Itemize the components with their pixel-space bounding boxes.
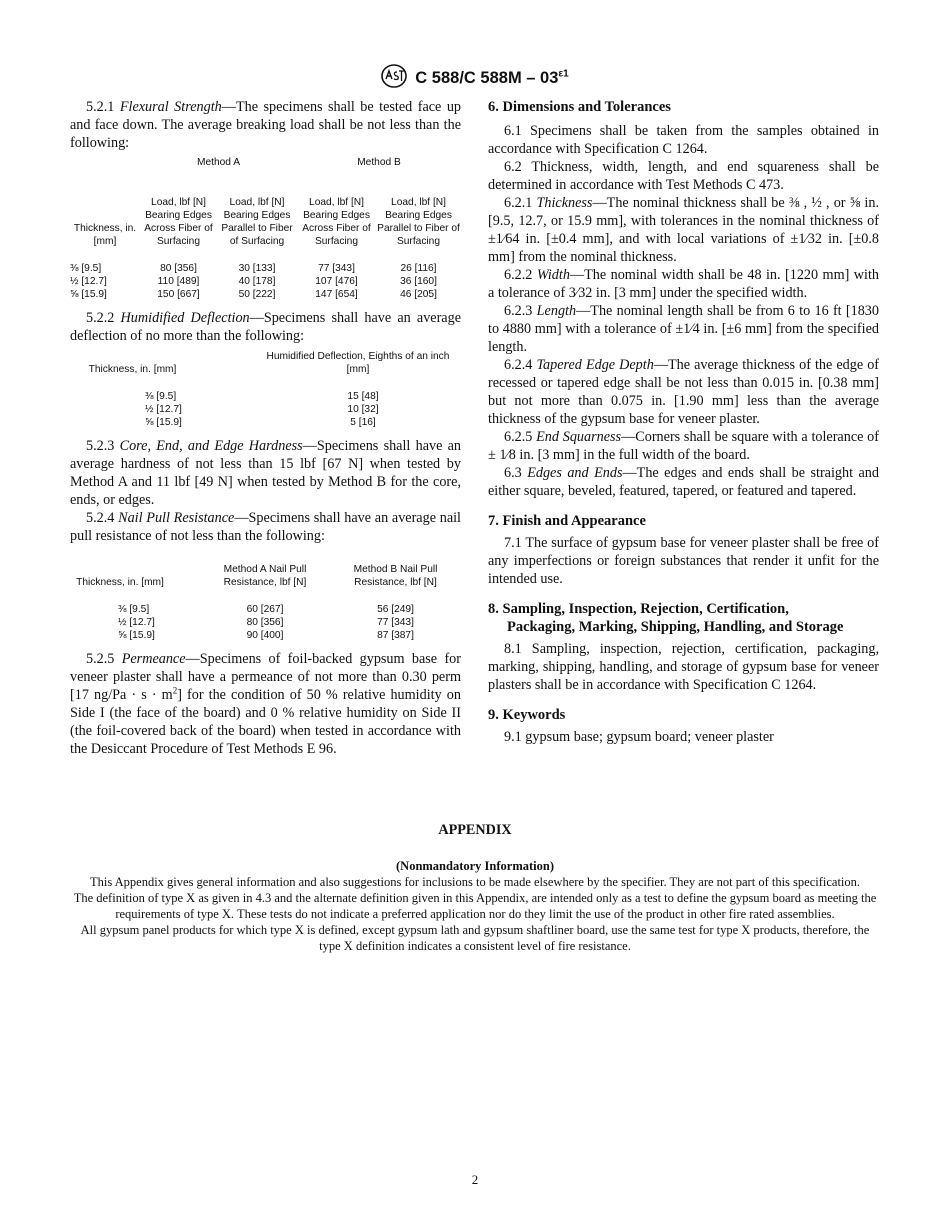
table-row: ½ [12.7] 110 [489] 40 [178] 107 [476] 36 [160] xyxy=(70,276,437,287)
column-header: Load, lbf [N] Bearing Edges Parallel to Fiber of Surfacing xyxy=(221,197,293,247)
humidified-deflection-table xyxy=(70,348,461,429)
method-a-header: Method A xyxy=(196,157,241,168)
document-header xyxy=(0,64,950,88)
appendix-paragraph: The definition of type X as given in 4.3 and the alternate definition given in this Appendix, are intended only as a test to define the gypsum board as meeting the requirements of type X. These tests do not indicate a preferred application nor do they limit the use of the product in other fire rated assemblies. xyxy=(73,891,877,921)
column-header: Method A Nail Pull Resistance, lbf [N] xyxy=(223,564,307,588)
designation: C 588/C 588M – 03 xyxy=(415,69,559,87)
section-8-1: 8.1 Sampling, inspection, rejection, certification, packaging, marking, shipping, handling, and storage of gypsum base for veneer plasters shall be in accordance with Specification C 1264. xyxy=(488,641,879,693)
column-header: Humidified Deflection, Eighths of an inch [mm] xyxy=(266,351,450,375)
appendix-paragraph: This Appendix gives general information and also suggestions for inclusions to be made elsewhere by the specifier. They are not part of this specification. xyxy=(89,875,861,889)
section-6-2-5: 6.2.5 End Squarness—Corners shall be square with a tolerance of ± 1⁄8 in. [3 mm] in the full width of the board. xyxy=(488,429,879,463)
section-6-2-1: 6.2.1 Thickness—The nominal thickness shall be ⅜ , ½ , or ⅝ in. [9.5, 12.7, or 15.9 mm], with tolerances in the nominal thickness of ±1⁄64 in. [±0.4 mm], and with local variations of ±1⁄32 in. [±0.8 mm] from the nominal thickness. xyxy=(488,195,879,265)
table-row: ½ [12.7] 10 [32] xyxy=(145,404,379,415)
column-header: Thickness, in. [mm] xyxy=(76,577,164,588)
column-header: Method B Nail Pull Resistance, lbf [N] xyxy=(353,564,438,588)
section-5-2-4: 5.2.4 Nail Pull Resistance—Specimens shall have an average nail pull resistance of not less than the following: xyxy=(70,510,462,544)
section-6-3: 6.3 Edges and Ends—The edges and ends shall be straight and either square, beveled, featured, tapered, or featured and tapered. xyxy=(488,465,879,499)
table-row: ⅝ [15.9] 5 [16] xyxy=(145,417,376,428)
right-column xyxy=(488,98,879,746)
table-row: ⅜ [9.5] 15 [48] xyxy=(145,391,379,402)
section-6-2-2: 6.2.2 Width—The nominal width shall be 48 in. [1220 mm] with a tolerance of 3⁄32 in. [3 mm] under the specified width. xyxy=(488,267,879,301)
column-header: Load, lbf [N] Bearing Edges Parallel to Fiber of Surfacing xyxy=(377,197,460,247)
left-column xyxy=(70,98,461,758)
section-5-2-5: 5.2.5 Permeance—Specimens of foil-backed gypsum base for veneer plaster shall have a permeance of not more than 0.30 perm [17 $ng/Pa \cdot s \cdot m^2$] for the condition of 50 % relative humidity on Side I (the face of the board) and 0 % relative humidity on Side II (the foil-covered back of the board) when tested in accordance with the Desiccant Procedure of Test Methods E 96. xyxy=(70,651,461,757)
section-7-1: 7.1 The surface of gypsum base for veneer plaster shall be free of any imperfections or foreign substances that render it unfit for the intended use. xyxy=(488,535,879,587)
appendix-paragraph: All gypsum panel products for which type X is defined, except gypsum lath and gypsum shaftliner board, use the same test for type X products, therefore, the type X definition indicates a consistent level of fire resistance. xyxy=(80,923,870,953)
section-5-2-2: 5.2.2 Humidified Deflection—Specimens shall have an average deflection of no more than the following: xyxy=(70,310,461,344)
section-5-2-3: 5.2.3 Core, End, and Edge Hardness—Specimens shall have an average hardness of not less than 15 lbf [67 N] when tested by Method A and 11 lbf [49 N] when tested by Method B for the core, ends, or edges. xyxy=(70,438,462,508)
column-header: Load, lbf [N] Bearing Edges Across Fiber of Surfacing xyxy=(144,197,213,247)
table-row: ½ [12.7] 80 [356] 77 [343] xyxy=(118,617,414,628)
table-row: ⅜ [9.5] 60 [267] 56 [249] xyxy=(118,604,414,615)
page-number: 2 xyxy=(471,1172,479,1187)
astm-logo-icon xyxy=(381,64,407,88)
section-9-heading: 9. Keywords xyxy=(488,707,566,723)
section-6-2: 6.2 Thickness, width, length, and end squareness shall be determined in accordance with Test Methods C 473. xyxy=(488,159,879,193)
flexural-strength-table xyxy=(70,156,461,301)
table-row: ⅝ [15.9] 90 [400] 87 [387] xyxy=(118,630,414,641)
section-8-heading: 8. Sampling, Inspection, Rejection, Certification, Packaging, Marking, Shipping, Handling, and Storage xyxy=(488,601,844,635)
designation-superscript: ε1 xyxy=(558,68,569,80)
section-9-1: 9.1 gypsum base; gypsum board; veneer plaster xyxy=(504,729,774,745)
section-6-2-3: 6.2.3 Length—The nominal length shall be from 6 to 16 ft [1830 to 4880 mm] with a tolerance of ±1⁄4 in. [±6 mm] from the specified length. xyxy=(488,303,879,355)
column-header: Load, lbf [N] Bearing Edges Across Fiber of Surfacing xyxy=(302,197,371,247)
section-6-1: 6.1 Specimens shall be taken from the samples obtained in accordance with Specification C 1264. xyxy=(488,123,879,157)
appendix xyxy=(70,822,880,954)
method-b-header: Method B xyxy=(357,157,401,168)
section-6-2-4: 6.2.4 Tapered Edge Depth—The average thickness of the edge of recessed or tapered edge shall be not less than 0.015 in. [0.38 mm] but not more than 0.075 in. [1.90 mm] less than the average thickness of the gypsum base for veneer plaster. xyxy=(488,357,880,427)
column-header: Thickness, in. [mm] xyxy=(88,364,177,375)
column-header: Thickness, in. [mm] xyxy=(73,223,137,247)
appendix-title: APPENDIX xyxy=(438,822,512,838)
table-row: ⅜ [9.5] 80 [356] 30 [133] 77 [343] 26 [116] xyxy=(70,263,437,274)
table-row: ⅝ [15.9] 150 [667] 50 [222] 147 [654] 46 [205] xyxy=(70,289,437,300)
section-7-heading: 7. Finish and Appearance xyxy=(488,513,646,529)
appendix-subtitle: (Nonmandatory Information) xyxy=(396,859,554,873)
section-6-heading: 6. Dimensions and Tolerances xyxy=(488,99,671,115)
section-5-2-1: 5.2.1 Flexural Strength—The specimens shall be tested face up and face down. The average breaking load shall be not less than the following: xyxy=(70,99,462,151)
nail-pull-table xyxy=(70,549,461,642)
